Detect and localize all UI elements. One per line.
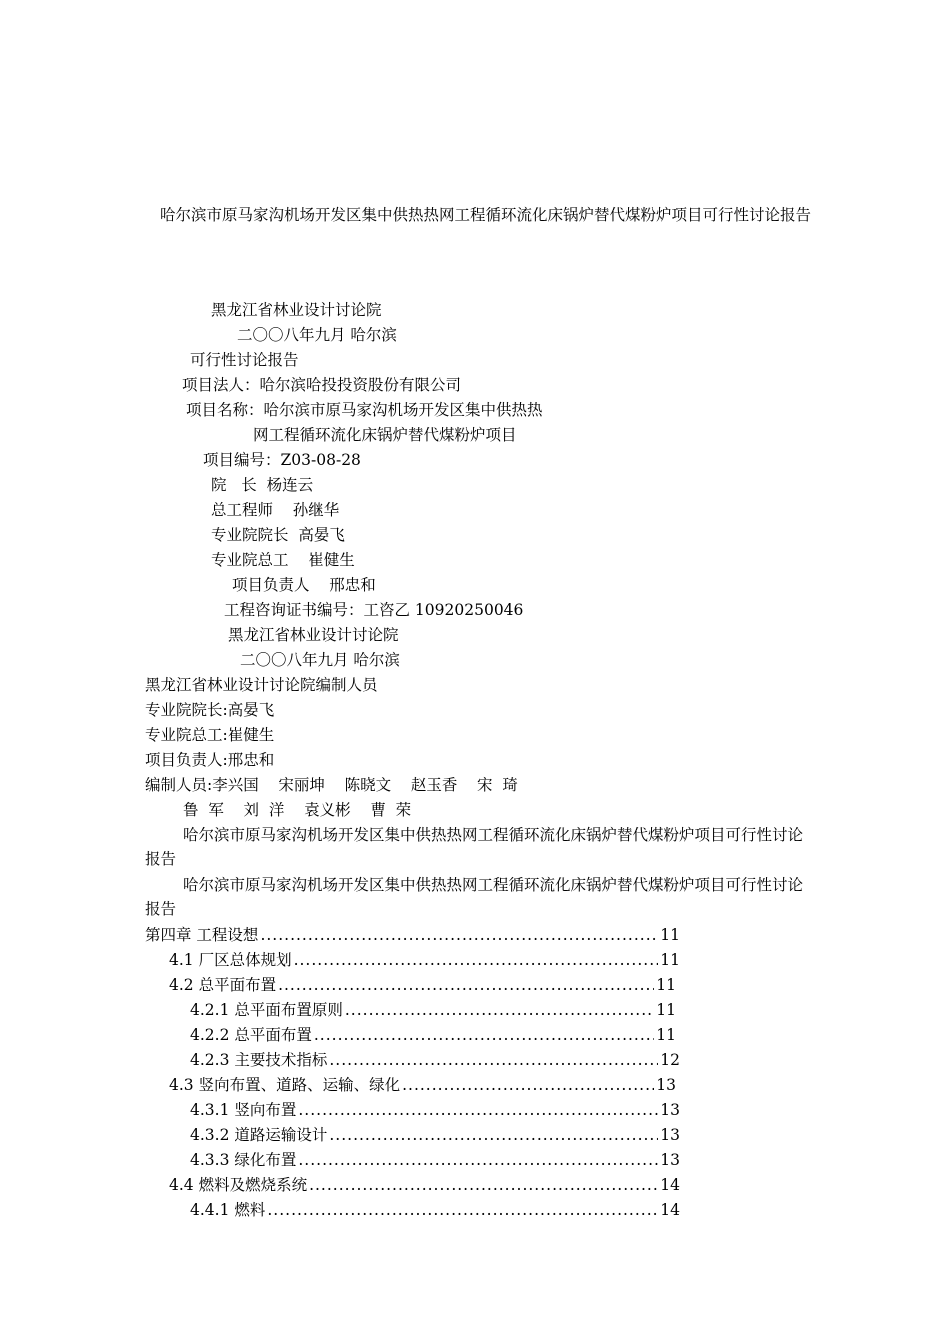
toc-label: 4.1 厂区总体规划 xyxy=(169,951,292,969)
toc-entry[interactable] xyxy=(190,1100,680,1120)
staff-editors-line2: 鲁 军 刘 洋 袁义彬 曹 荣 xyxy=(183,801,412,819)
toc-leader xyxy=(314,1025,654,1045)
toc-entry[interactable] xyxy=(169,975,676,995)
toc-leader xyxy=(294,950,659,970)
toc-leader xyxy=(278,975,654,995)
toc-page: 13 xyxy=(660,1126,680,1144)
toc-page: 13 xyxy=(660,1101,680,1119)
toc-entry[interactable] xyxy=(190,1025,676,1045)
toc-leader xyxy=(345,1000,654,1020)
cover-president: 院 长 杨连云 xyxy=(211,476,314,494)
toc-page: 13 xyxy=(660,1151,680,1169)
toc-page: 14 xyxy=(660,1176,680,1194)
cover-project-name-line2: 网工程循环流化床锅炉替代煤粉炉项目 xyxy=(253,426,517,444)
toc-entry[interactable] xyxy=(190,1125,680,1145)
cover-project-number: 项目编号：Z03-08-28 xyxy=(203,451,361,469)
toc-entry[interactable] xyxy=(145,925,680,945)
toc-entry[interactable] xyxy=(169,950,680,970)
toc-label: 4.3 竖向布置、道路、运输、绿化 xyxy=(169,1076,401,1094)
toc-page: 11 xyxy=(660,951,680,969)
toc-leader xyxy=(298,1150,658,1170)
staff-project-leader: 项目负责人:邢忠和 xyxy=(145,751,275,769)
toc-leader xyxy=(309,1175,658,1195)
toc-label: 第四章 工程设想 xyxy=(145,926,259,944)
toc-label: 4.2 总平面布置 xyxy=(169,976,277,994)
repeat-title-1: 哈尔滨市原马家沟机场开发区集中供热热网工程循环流化床锅炉替代煤粉炉项目可行性讨论报告 xyxy=(145,826,804,868)
toc-label: 4.3.2 道路运输设计 xyxy=(190,1126,328,1144)
toc-entry[interactable] xyxy=(190,1050,680,1070)
cover-institute: 黑龙江省林业设计讨论院 xyxy=(211,301,382,319)
cover-date-place: 二〇〇八年九月 哈尔滨 xyxy=(237,326,397,344)
toc-leader xyxy=(260,925,658,945)
toc-label: 4.2.2 总平面布置 xyxy=(190,1026,312,1044)
toc-page: 11 xyxy=(656,1001,676,1019)
repeat-title-2: 哈尔滨市原马家沟机场开发区集中供热热网工程循环流化床锅炉替代煤粉炉项目可行性讨论报告 xyxy=(145,876,804,918)
staff-editors-line1: 编制人员:李兴国 宋丽坤 陈晓文 赵玉香 宋 琦 xyxy=(145,776,518,794)
toc-page: 11 xyxy=(660,926,680,944)
report-title: 哈尔滨市原马家沟机场开发区集中供热热网工程循环流化床锅炉替代煤粉炉项目可行性讨论报告 xyxy=(160,206,812,224)
toc-label: 4.2.1 总平面布置原则 xyxy=(190,1001,343,1019)
cover-branch-president: 专业院院长 高晏飞 xyxy=(211,526,345,544)
cover-date-place-2: 二〇〇八年九月 哈尔滨 xyxy=(240,651,400,669)
cover-project-name-line1: 项目名称：哈尔滨市原马家沟机场开发区集中供热热 xyxy=(186,401,543,419)
toc-label: 4.3.3 绿化布置 xyxy=(190,1151,297,1169)
cover-branch-chief: 专业院总工 崔健生 xyxy=(211,551,355,569)
cover-project-leader: 项目负责人 邢忠和 xyxy=(232,576,376,594)
toc-leader xyxy=(329,1125,658,1145)
cover-certificate: 工程咨询证书编号：工咨乙 10920250046 xyxy=(224,601,524,619)
toc-page: 14 xyxy=(660,1201,680,1219)
toc-entry[interactable] xyxy=(190,1200,680,1220)
staff-branch-president: 专业院院长:高晏飞 xyxy=(145,701,275,719)
toc-page: 11 xyxy=(656,976,676,994)
toc-page: 11 xyxy=(656,1026,676,1044)
toc-page: 12 xyxy=(660,1051,680,1069)
toc-label: 4.3.1 竖向布置 xyxy=(190,1101,297,1119)
toc-entry[interactable] xyxy=(190,1000,676,1020)
toc-entry[interactable] xyxy=(169,1075,676,1095)
staff-heading: 黑龙江省林业设计讨论院编制人员 xyxy=(145,676,378,694)
cover-report-type: 可行性讨论报告 xyxy=(190,351,299,369)
toc-leader xyxy=(402,1075,654,1095)
toc-label: 4.4.1 燃料 xyxy=(190,1201,266,1219)
toc-leader xyxy=(298,1100,658,1120)
toc-leader xyxy=(267,1200,658,1220)
cover-chief-engineer: 总工程师 孙继华 xyxy=(211,501,340,519)
toc-page: 13 xyxy=(656,1076,676,1094)
toc-leader xyxy=(329,1050,658,1070)
cover-legal-person: 项目法人：哈尔滨哈投投资股份有限公司 xyxy=(182,376,462,394)
toc-entry[interactable] xyxy=(169,1175,680,1195)
staff-branch-chief: 专业院总工:崔健生 xyxy=(145,726,275,744)
toc-entry[interactable] xyxy=(190,1150,680,1170)
toc-label: 4.4 燃料及燃烧系统 xyxy=(169,1176,308,1194)
cover-institute-2: 黑龙江省林业设计讨论院 xyxy=(228,626,399,644)
toc-label: 4.2.3 主要技术指标 xyxy=(190,1051,328,1069)
